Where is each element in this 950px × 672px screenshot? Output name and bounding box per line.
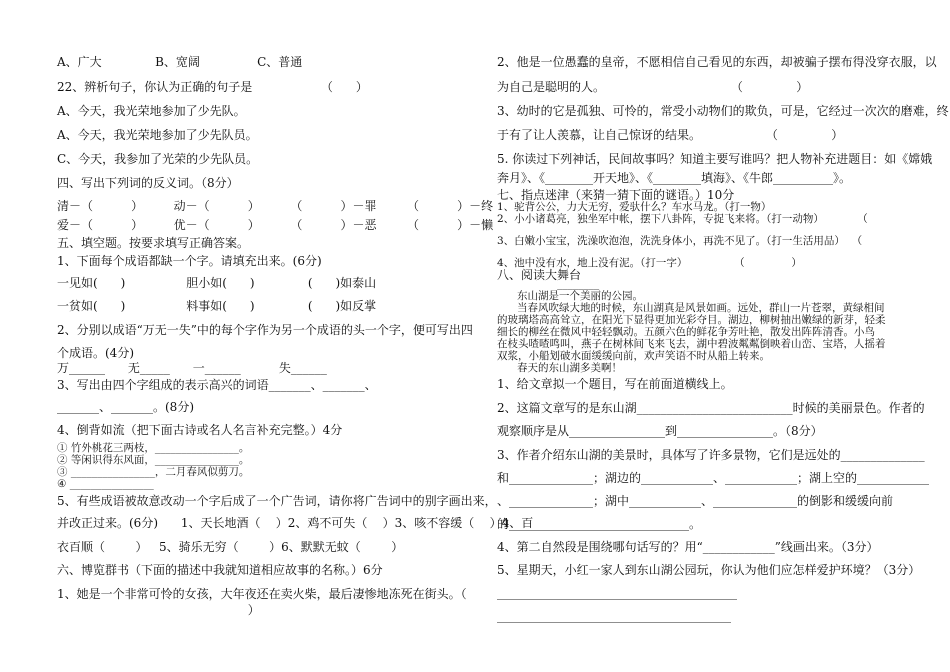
r-q2-line2: 观察顺序是从________________到________________。（8分） — [497, 424, 823, 438]
title-blank: ________ — [497, 278, 600, 290]
q6-2-line2: 为自己是聪明的人。 （ ） — [497, 80, 809, 94]
section-7-title: 七、指点迷津（来猜一猜下面的谜语。）10分 — [497, 188, 735, 202]
q6-1-bracket: ） — [57, 603, 260, 617]
poem-line-4: ④ ________________ — [57, 478, 154, 490]
section-6-title: 六、博览群书（下面的描述中我就知道相应故事的名称。）6分 — [57, 563, 383, 577]
q6-5-line2: 奔月》、《________开天地》、《________填海》、《牛郎__________》。 — [497, 171, 852, 185]
q6-3-line2: 于有了让人羡慕，让自己惊讶的结果。 （ ） — [497, 128, 844, 142]
option-line: A、广大 B、宽阔 C、普通 — [57, 55, 303, 69]
riddle-2: 2、小小诸葛亮，独坐军中帐，摆下八卦阵，专捉飞来将。（打一动物） （ — [497, 213, 868, 225]
q5-5-line2: 并改正过来。(6分) 1、天长地酒（ ）2、鸡不可失（ ）3、咳不容缓（ ）4、百 — [57, 516, 534, 530]
q5-4-title: 4、倒背如流（把下面古诗或名人名言补充完整。）4分 — [57, 423, 343, 437]
q5-3-line2: _______、_______。(8分) — [57, 400, 194, 414]
riddle-1: 1、驼背公公，力大无穷，爱驮什么？车水马龙。（打一物） — [497, 201, 772, 213]
r-q3-line1: 3、作者介绍东山湖的美景时，具体写了许多景物，它们是远处的______________ — [497, 448, 925, 462]
antonym-row-1: 清－（ ） 动－（ ） （ ）－罪 （ ）－终 — [57, 199, 494, 213]
q5-2-blanks: 万______ 无_____ 一______ 失______ — [57, 361, 327, 375]
idiom-row-2: 一贫如( ) 料事如( ) ( )如反掌 — [57, 299, 377, 313]
r-q1: 1、给文章拟一个题目，写在前面道横线上。 — [497, 377, 733, 391]
option-c: C、今天，我参加了光荣的少先队员。 — [57, 152, 259, 166]
q5-5-line1: 5、有些成语被故意改动一个字后成了一个广告词，请你将广告词中的别字画出来， — [57, 494, 497, 508]
idiom-row-1: 一见如( ) 胆小如( ) ( )如泰山 — [57, 276, 377, 290]
q5-3-line1: 3、写出由四个字组成的表示高兴的词语_______、_______、 — [57, 378, 377, 392]
q6-2-line1: 2、他是一位愚蠢的皇帝，不愿相信自己看见的东西，却被骗子摆布得没穿衣服，以 — [497, 55, 937, 69]
passage-line-5: 在枝头喳喳鸣叫，燕子在树林间飞来飞去，湖中碧波粼粼倒映着山峦、宝塔，人摇着 — [497, 338, 886, 350]
r-q3-line4: 的______________________________。 — [497, 517, 702, 531]
option-a2: A、今天，我光荣地参加了少先队员。 — [57, 128, 258, 142]
q5-5-line3: 衣百顺（ ） 5、骑乐无穷（ ）6、默默无蚊（ ） — [57, 540, 404, 554]
q5-2-line1: 2、分别以成语“万无一失”中的每个字作为另一个成语的头一个字，便可写出四 — [57, 323, 473, 337]
r-q3-line3: 、______________；湖中____________、______________的倒影和缓缓向前 — [497, 494, 894, 508]
riddle-3: 3、白嫩小宝宝，洗澡吹泡泡，洗洗身体小，再洗不见了。（打一生活用品） （ — [497, 235, 863, 247]
section-5-title: 五、填空题。按要求填写正确答案。 — [57, 236, 250, 250]
passage-line-2: 当春风吹绿大地的时候，东山湖真是风景如画。远处，群山一片苍翠，黄绿相间 — [497, 302, 885, 314]
section-4-title: 四、写出下列词的反义词。（8分） — [57, 176, 239, 190]
poem-line-2: ② 等闲识得东风面，________________。 — [57, 454, 250, 466]
passage-line-6: 双浆，小船划破水面缓缓向前，欢声笑语不时从船上转来。 — [497, 350, 770, 362]
section-8-title: 八、阅读大舞台 — [497, 268, 582, 282]
poem-line-1: ① 竹外桃花三两枝，________________。 — [57, 442, 250, 454]
r-q4: 4、第二自然段是围绕哪句话写的？用“____________”线画出来。（3分） — [497, 540, 879, 554]
r-q2-line1: 2、这篇文章写的是东山湖__________________________时候的美丽景色。作者的 — [497, 401, 925, 415]
r-q3-line2: 和______________；湖边的____________、____________；湖上空的____________ — [497, 471, 930, 485]
answer-line-1: ________________________________________ — [497, 586, 737, 600]
q5-2-line2: 个成语。(4分) — [57, 346, 134, 360]
r-q5: 5、星期天，小红一家人到东山湖公园玩，你认为他们应怎样爱护环境？（3分） — [497, 563, 921, 577]
option-a1: A、今天，我光荣地参加了少先队。 — [57, 104, 246, 118]
q5-1: 1、下面每个成语都缺一个字。请填充出来。(6分) — [57, 254, 322, 268]
q6-3-line1: 3、幼时的它是孤独、可怜的，常受小动物们的欺负，可是，它经过一次次的磨难，终 — [497, 104, 949, 118]
passage-line-7: 春天的东山湖多美啊！ — [497, 362, 623, 374]
q6-5-line1: 5. 你读过下列神话，民间故事吗？知道主要写谁吗？把人物补充进题目：如《嫦娥 — [497, 152, 933, 166]
riddle-4: 4、池中没有水，地上没有泥。（打一字） （ ） — [497, 257, 802, 269]
passage-line-3: 的玻璃塔高高耸立，在阳光下显得更加光彩夺目。湖边，柳树抽出嫩绿的新芽，轻柔 — [497, 314, 886, 326]
answer-line-2: _______________________________________ — [497, 609, 731, 623]
antonym-row-2: 爱－（ ） 优－（ ） （ ）－恶 （ ）－懒 — [57, 218, 494, 232]
question-22: 22、辨析句子，你认为正确的句子是 （ ） — [57, 80, 368, 94]
passage-line-4: 细长的柳丝在微风中轻轻飘动。五颜六色的鲜花争芳吐艳，散发出阵阵清香。小鸟 — [497, 326, 875, 338]
passage-line-1: 东山湖是一个美丽的公园。 — [497, 290, 644, 302]
poem-line-3: ③ ________________，二月春风似剪刀。 — [57, 466, 250, 478]
q6-1: 1、她是一个非常可怜的女孩，大年夜还在卖火柴，最后凄惨地冻死在街头。（ — [57, 587, 467, 601]
